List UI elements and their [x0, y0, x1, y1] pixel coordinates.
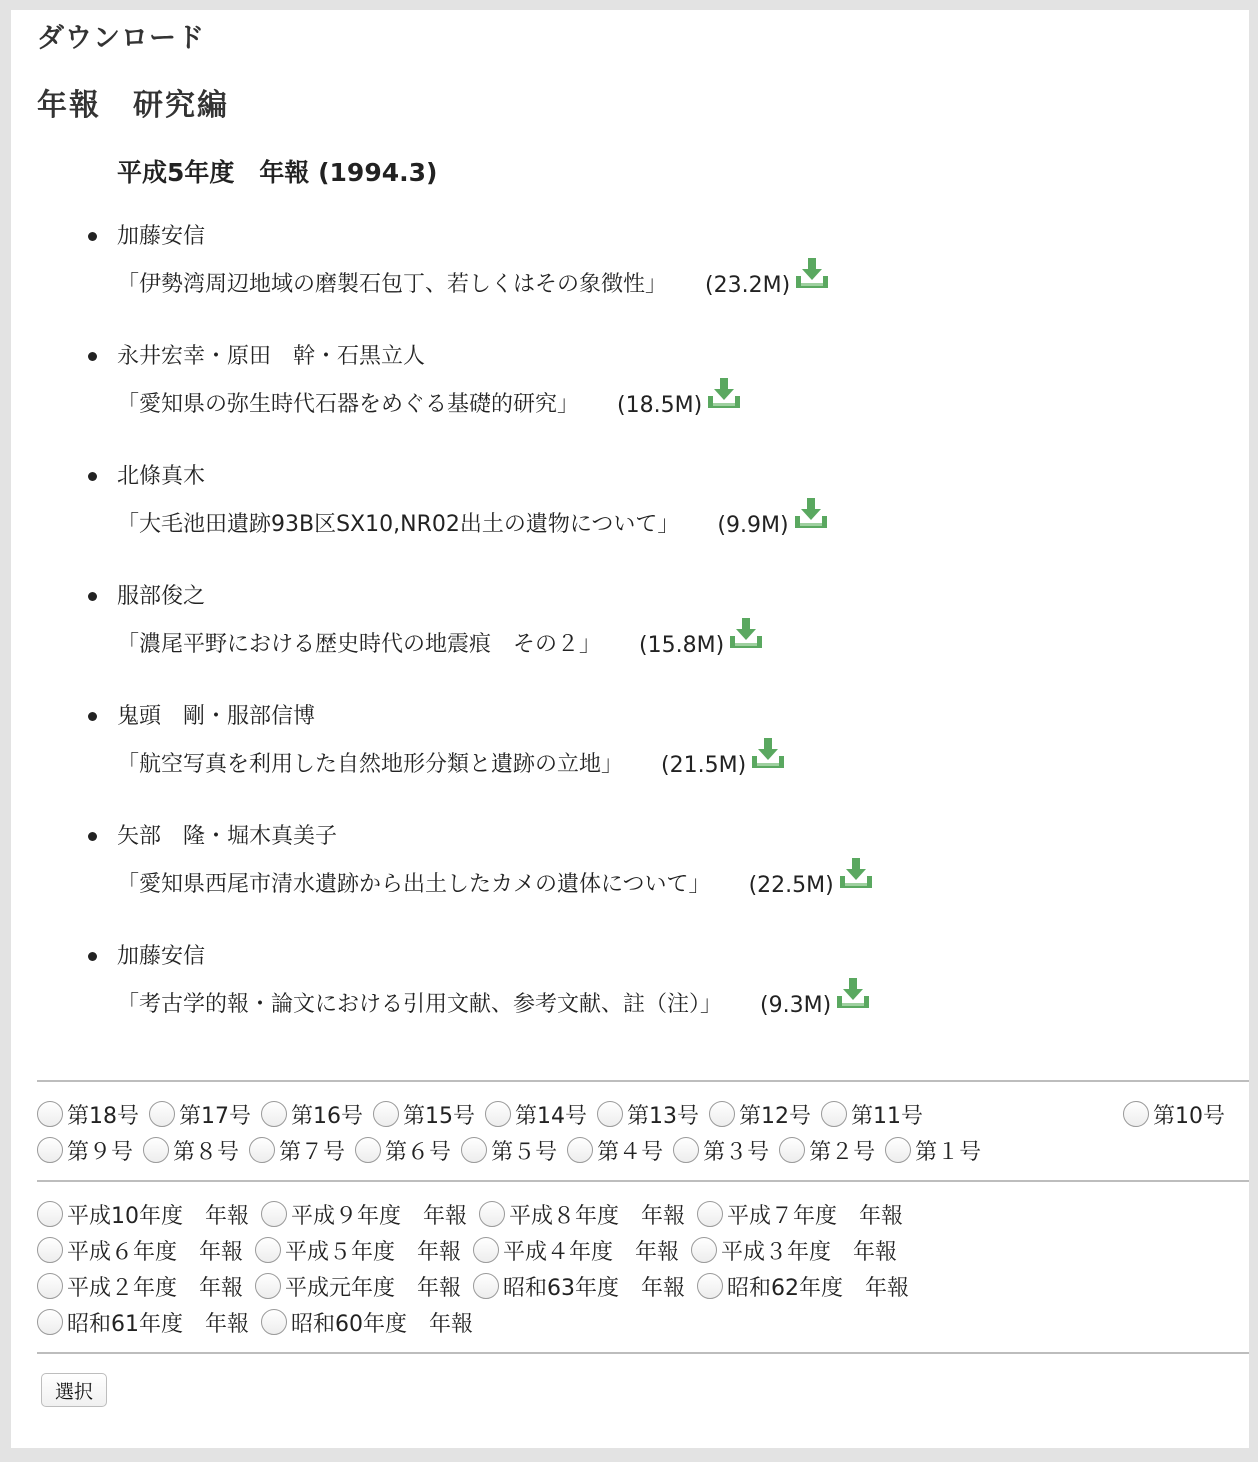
issue-radio-option[interactable]: [149, 1096, 251, 1132]
radio-button[interactable]: [261, 1309, 287, 1335]
year-radio-label: 平成７年度 年報: [727, 1203, 904, 1229]
bullet-icon: [88, 352, 97, 361]
section-title: 年報 研究編: [37, 88, 229, 123]
bullet-icon: [88, 832, 97, 841]
file-size: (15.8M): [639, 633, 725, 658]
radio-button[interactable]: [255, 1237, 281, 1263]
download-icon[interactable]: [728, 616, 764, 652]
issue-title: 平成5年度 年報 (1994.3): [117, 158, 438, 187]
radio-button[interactable]: [697, 1273, 723, 1299]
article-item: [37, 452, 1237, 572]
article-author: 服部俊之: [117, 584, 206, 609]
article-item: [37, 332, 1237, 452]
year-radio-option[interactable]: [37, 1268, 243, 1304]
article-link-row: [117, 862, 874, 898]
radio-button[interactable]: [249, 1137, 275, 1163]
year-radio-label: 昭和63年度 年報: [503, 1275, 686, 1301]
issue-radio-label: 第１号: [915, 1139, 982, 1165]
issue-radio-option[interactable]: [37, 1132, 133, 1168]
article-title: 「愛知県の弥生時代石器をめぐる基礎的研究」: [117, 392, 580, 417]
article-item: [37, 812, 1237, 932]
year-radio-option[interactable]: [697, 1268, 909, 1304]
year-radio-option[interactable]: [37, 1304, 249, 1340]
radio-button[interactable]: [37, 1309, 63, 1335]
bullet-icon: [88, 472, 97, 481]
issue-radio-option[interactable]: [673, 1132, 769, 1168]
issue-radio-option[interactable]: [1123, 1096, 1225, 1132]
issue-radio-label: 第17号: [179, 1103, 251, 1129]
download-icon[interactable]: [706, 376, 742, 412]
issue-radio-label: 第15号: [403, 1103, 475, 1129]
year-radio-option[interactable]: [255, 1268, 461, 1304]
radio-button[interactable]: [261, 1201, 287, 1227]
file-size: (22.5M): [748, 873, 834, 898]
file-size: (9.3M): [760, 993, 832, 1018]
year-radio-option[interactable]: [473, 1268, 685, 1304]
year-radio-option[interactable]: [261, 1304, 473, 1340]
issue-radio-label: 第14号: [515, 1103, 587, 1129]
radio-button[interactable]: [597, 1101, 623, 1127]
select-button[interactable]: 選択: [41, 1373, 107, 1407]
article-title: 「濃尾平野における歴史時代の地震痕 その２」: [117, 632, 602, 657]
year-radio-label: 平成２年度 年報: [67, 1275, 244, 1301]
issue-radio-option[interactable]: [37, 1096, 139, 1132]
year-radio-option[interactable]: [255, 1232, 461, 1268]
radio-button[interactable]: [255, 1273, 281, 1299]
radio-button[interactable]: [37, 1137, 63, 1163]
issue-radio-option[interactable]: [485, 1096, 587, 1132]
article-title: 「愛知県西尾市清水遺跡から出土したカメの遺体について」: [117, 872, 711, 897]
radio-button[interactable]: [37, 1273, 63, 1299]
radio-button[interactable]: [1123, 1101, 1149, 1127]
article-title: 「考古学的報・論文における引用文献、参考文献、註（注）」: [117, 992, 723, 1017]
radio-button[interactable]: [143, 1137, 169, 1163]
year-radio-option[interactable]: [473, 1232, 679, 1268]
article-link-row: [117, 982, 871, 1018]
year-radio-label: 昭和61年度 年報: [67, 1311, 249, 1337]
issue-radio-option[interactable]: [567, 1132, 663, 1168]
radio-button[interactable]: [261, 1101, 287, 1127]
year-radio-label: 平成３年度 年報: [721, 1239, 898, 1265]
file-size: (18.5M): [617, 393, 703, 418]
issue-radio-option[interactable]: [143, 1132, 239, 1168]
article-link-row: [117, 502, 829, 538]
issue-radio-label: 第５号: [491, 1139, 558, 1165]
year-radio-label: 平成６年度 年報: [67, 1239, 244, 1265]
article-item: [37, 932, 1237, 1052]
divider: [37, 1080, 1249, 1082]
radio-button[interactable]: [691, 1237, 717, 1263]
article-title: 「伊勢湾周辺地域の磨製石包丁、若しくはその象徴性」: [117, 272, 668, 297]
issue-radio-label: 第４号: [597, 1139, 664, 1165]
bullet-icon: [88, 232, 97, 241]
issue-radio-option[interactable]: [597, 1096, 699, 1132]
issue-radio-label: 第12号: [739, 1103, 811, 1129]
radio-button[interactable]: [37, 1237, 63, 1263]
radio-button[interactable]: [567, 1137, 593, 1163]
issue-radio-label: 第10号: [1153, 1103, 1225, 1129]
article-item: [37, 572, 1237, 692]
issue-radio-label: 第13号: [627, 1103, 699, 1129]
article-author: 矢部 隆・堀木真美子: [117, 824, 338, 849]
article-list: [37, 212, 1237, 1052]
issue-radio-option[interactable]: [885, 1132, 981, 1168]
article-author: 加藤安信: [117, 944, 206, 969]
radio-button[interactable]: [461, 1137, 487, 1163]
divider: [37, 1180, 1249, 1182]
year-radio-label: 平成４年度 年報: [503, 1239, 680, 1265]
radio-button[interactable]: [37, 1201, 63, 1227]
radio-button[interactable]: [885, 1137, 911, 1163]
issue-radio-label: 第18号: [67, 1103, 139, 1129]
file-size: (21.5M): [661, 753, 747, 778]
year-radio-option[interactable]: [37, 1232, 243, 1268]
radio-button[interactable]: [373, 1101, 399, 1127]
article-author: 加藤安信: [117, 224, 206, 249]
article-link-row: [117, 742, 786, 778]
issue-radio-option[interactable]: [821, 1096, 923, 1132]
issue-radio-label: 第３号: [703, 1139, 770, 1165]
issue-radio-label: 第２号: [809, 1139, 876, 1165]
issue-radio-label: 第７号: [279, 1139, 346, 1165]
year-radio-label: 平成５年度 年報: [285, 1239, 462, 1265]
year-radio-label: 昭和62年度 年報: [727, 1275, 910, 1301]
year-radio-option[interactable]: [691, 1232, 897, 1268]
download-icon[interactable]: [838, 856, 874, 892]
radio-button[interactable]: [149, 1101, 175, 1127]
file-size: (9.9M): [717, 513, 789, 538]
year-radio-option[interactable]: [261, 1196, 467, 1232]
file-size: (23.2M): [705, 273, 791, 298]
radio-button[interactable]: [473, 1237, 499, 1263]
radio-button[interactable]: [673, 1137, 699, 1163]
article-title: 「大毛池田遺跡93B区SX10,NR02出土の遺物について」: [117, 512, 680, 537]
download-icon[interactable]: [835, 976, 871, 1012]
issue-radio-option[interactable]: [779, 1132, 875, 1168]
issue-radio-option[interactable]: [461, 1132, 557, 1168]
year-radio-label: 平成９年度 年報: [291, 1203, 468, 1229]
issue-radio-label: 第８号: [173, 1139, 240, 1165]
article-author: 鬼頭 剛・服部信博: [117, 704, 316, 729]
year-radio-label: 平成８年度 年報: [509, 1203, 686, 1229]
radio-button[interactable]: [821, 1101, 847, 1127]
radio-button[interactable]: [355, 1137, 381, 1163]
issue-radio-label: 第６号: [385, 1139, 452, 1165]
issue-radio-option[interactable]: [373, 1096, 475, 1132]
radio-button[interactable]: [779, 1137, 805, 1163]
year-radio-label: 平成10年度 年報: [67, 1203, 249, 1229]
year-radio-label: 昭和60年度 年報: [291, 1311, 473, 1337]
issue-radio-option[interactable]: [709, 1096, 811, 1132]
radio-button[interactable]: [37, 1101, 63, 1127]
article-item: [37, 692, 1237, 812]
article-item: [37, 212, 1237, 332]
issue-radio-label: 第11号: [851, 1103, 923, 1129]
article-link-row: [117, 622, 764, 658]
issue-radio-option[interactable]: [261, 1096, 363, 1132]
year-radio-option[interactable]: [479, 1196, 685, 1232]
bullet-icon: [88, 952, 97, 961]
article-title: 「航空写真を利用した自然地形分類と遺跡の立地」: [117, 752, 624, 777]
divider: [37, 1352, 1249, 1354]
issue-radio-option[interactable]: [355, 1132, 451, 1168]
year-radio-group: [37, 1196, 1249, 1340]
radio-button[interactable]: [709, 1101, 735, 1127]
issue-radio-label: 第９号: [67, 1139, 134, 1165]
year-radio-label: 平成元年度 年報: [285, 1275, 462, 1301]
radio-button[interactable]: [479, 1201, 505, 1227]
radio-button[interactable]: [697, 1201, 723, 1227]
article-link-row: [117, 262, 830, 298]
download-icon[interactable]: [794, 256, 830, 292]
article-author: 永井宏幸・原田 幹・石黒立人: [117, 344, 426, 369]
bullet-icon: [88, 592, 97, 601]
radio-button[interactable]: [485, 1101, 511, 1127]
issue-radio-group: [37, 1096, 1249, 1168]
issue-radio-option[interactable]: [249, 1132, 345, 1168]
year-radio-option[interactable]: [697, 1196, 903, 1232]
download-icon[interactable]: [750, 736, 786, 772]
radio-button[interactable]: [473, 1273, 499, 1299]
page-heading: ダウンロード: [37, 23, 205, 54]
download-icon[interactable]: [793, 496, 829, 532]
bullet-icon: [88, 712, 97, 721]
year-radio-option[interactable]: [37, 1196, 249, 1232]
article-link-row: [117, 382, 742, 418]
issue-radio-label: 第16号: [291, 1103, 363, 1129]
article-author: 北條真木: [117, 464, 206, 489]
page-panel: [11, 10, 1249, 1448]
